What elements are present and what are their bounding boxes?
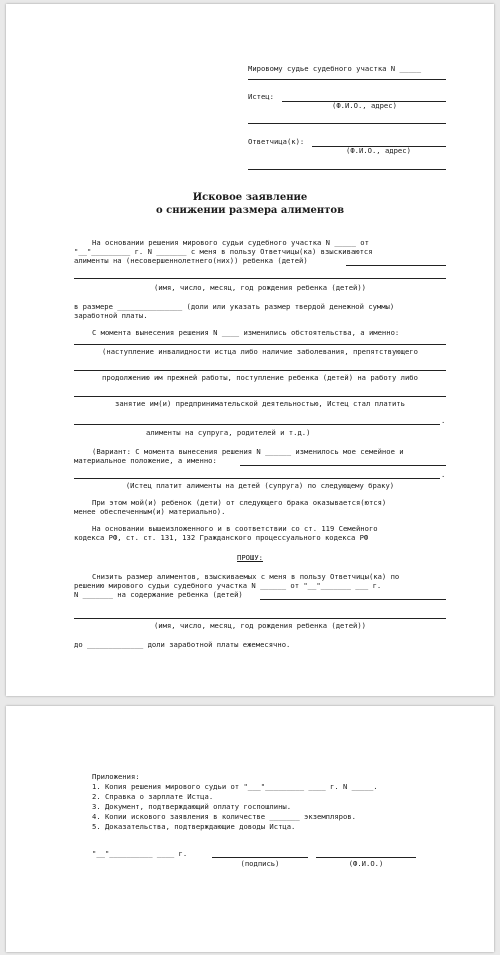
p6-line-2: кодекса РФ, ст. ст. 131, 132 Гражданского процессуального кодекса РФ — [74, 533, 369, 542]
document-page-1 — [6, 4, 494, 696]
p2-line-1: в размере _______________ (доли или указать размер твердой денежной суммы) — [74, 302, 395, 311]
appendix-item: 5. Доказательства, подтверждающие доводы Истца. — [92, 822, 296, 831]
p3-hint-4: алименты на супруга, родителей и т.д.) — [146, 428, 311, 437]
p7-line-3: N _______ на содержание ребенка (детей) — [74, 590, 243, 599]
p1-hint: (имя, число, месяц, год рождения ребенка (детей)) — [153, 283, 367, 292]
p7-line-2: решению мирового судьи судебного участка N ______ от "__"_______ ___ г. — [74, 581, 382, 590]
appendix-item: 2. Справка о зарплате Истца. — [92, 792, 214, 801]
p5-line-1: При этом мой(и) ребенок (дети) от следующего брака оказывается(ются) — [92, 498, 387, 507]
p7-blank-1 — [260, 599, 446, 600]
p5-line-2: менее обеспеченным(и) материально). — [74, 507, 226, 516]
p3-hint-3: занятие им(и) предпринимательской деятельностью, Истец стал платить — [115, 399, 405, 408]
name-hint: (Ф.И.О.) — [348, 859, 384, 868]
p4-line-2: материальное положение, а именно: — [74, 456, 217, 465]
p4-blank-1 — [240, 465, 446, 466]
plaintiff-hint: (Ф.И.О., адрес) — [332, 101, 397, 110]
p3-hint-1: (наступление инвалидности истца либо наличие заболевания, препятствующего — [102, 347, 418, 356]
p4-blank-2 — [74, 478, 440, 479]
p7-blank-2 — [74, 618, 446, 619]
p3-blank-2 — [74, 370, 446, 371]
appendix-item: 4. Копии искового заявления в количестве _______ экземпляров. — [92, 812, 356, 821]
plaintiff-label: Истец: — [248, 92, 274, 101]
document-page-2 — [6, 706, 494, 952]
plaintiff-blank-2 — [248, 123, 446, 124]
signature-blank — [212, 857, 308, 858]
appendix-item: 3. Документ, подтверждающий оплату госпошлины. — [92, 802, 292, 811]
p1-line-2: "__"_________ г. N _______ с меня в пользу Ответчицы(ка) взыскиваются — [74, 247, 373, 256]
judge-line-blank — [248, 79, 446, 80]
p4-line-1: (Вариант: С момента вынесения решения N ______ изменилось мое семейное и — [92, 447, 404, 456]
p3-line-1: С момента вынесения решения N ____ изменились обстоятельства, а именно: — [92, 328, 400, 337]
p4-dot: . — [441, 470, 446, 479]
signature-date: "__"__________ ____ г. — [92, 849, 188, 858]
p3-blank-1 — [74, 344, 446, 345]
p7-hint: (имя, число, месяц, год рождения ребенка (детей)) — [153, 621, 367, 630]
p1-line-3: алименты на (несовершеннолетнего(них)) ребенка (детей) — [74, 256, 308, 265]
defendant-blank-2 — [248, 169, 446, 170]
p1-child-blank — [346, 265, 446, 266]
p2-line-2: заработной платы. — [74, 311, 148, 320]
document-title-line-2: о снижении размера алиментов — [155, 205, 345, 216]
request-heading: ПРОШУ: — [237, 553, 263, 562]
p4-hint: (Истец платит алименты на детей (супруга) по следующему браку) — [125, 481, 395, 490]
p3-dot: . — [441, 416, 446, 425]
appendix-item: 1. Копия решения мирового судьи от "___"_________ ____ г. N _____. — [92, 782, 378, 791]
defendant-label: Ответчица(к): — [248, 137, 305, 146]
document-title-line-1: Исковое заявление — [192, 192, 308, 203]
p1-child-blank-2 — [74, 278, 446, 279]
appendix-label: Приложения: — [92, 772, 140, 781]
p1-line-1: На основании решения мирового судьи судебного участка N _____ от — [92, 238, 369, 247]
p8-line-1: до _____________ доли заработной платы ежемесячно. — [74, 640, 291, 649]
defendant-hint: (Ф.И.О., адрес) — [346, 146, 411, 155]
p3-blank-4 — [74, 424, 440, 425]
p7-line-1: Снизить размер алиментов, взыскиваемых с меня в пользу Ответчицы(ка) по — [92, 572, 400, 581]
p3-blank-3 — [74, 396, 446, 397]
p3-hint-2: продолжению им прежней работы, поступление ребенка (детей) на работу либо — [102, 373, 418, 382]
name-blank — [316, 857, 416, 858]
signature-hint: (подпись) — [240, 859, 280, 868]
p6-line-1: На основании вышеизложенного и в соответствии со ст. 119 Семейного — [92, 524, 378, 533]
judge-line: Мировому судье судебного участка N _____ — [248, 64, 422, 73]
